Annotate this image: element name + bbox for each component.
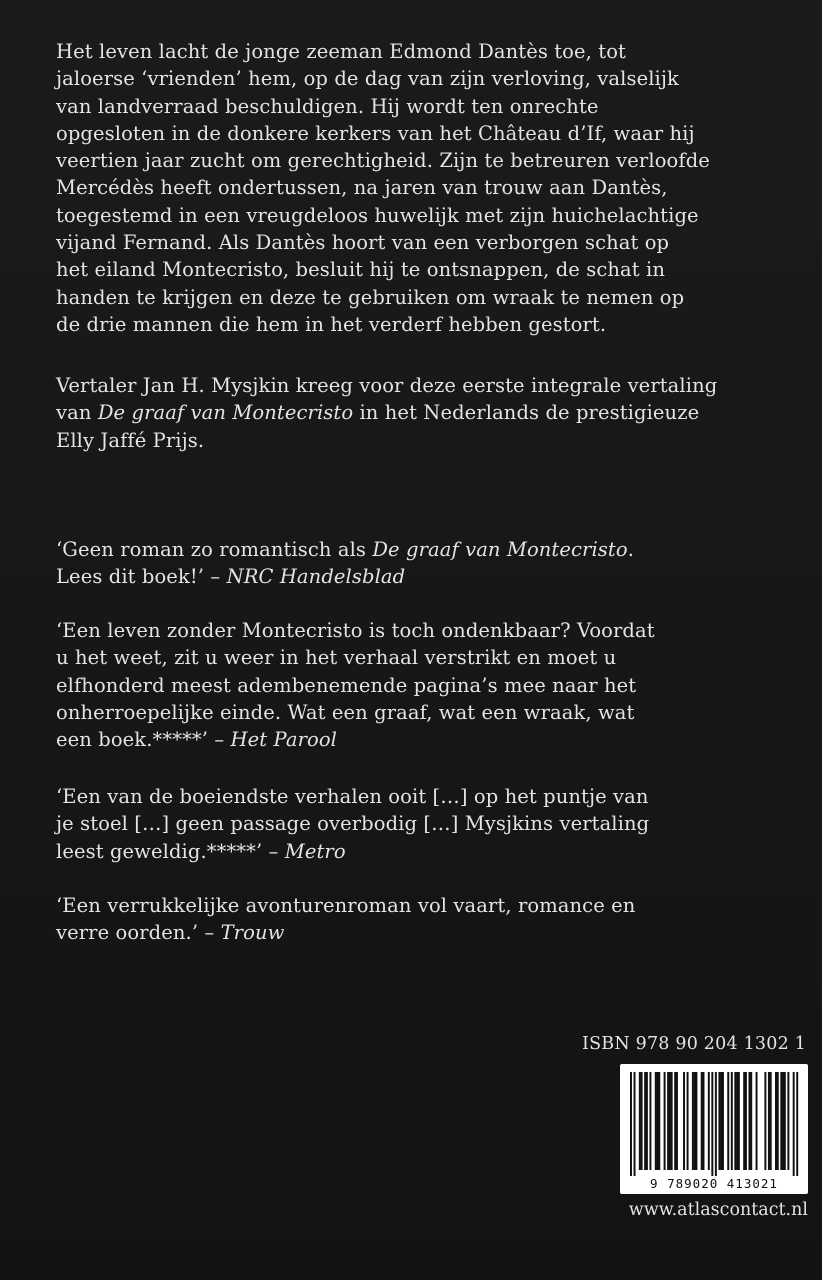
translator-line: Vertaler Jan H. Mysjkin kreeg voor deze eerste integrale vertaling [56, 374, 718, 397]
barcode-bar [694, 1072, 696, 1170]
barcode-digits: 9 789020 413021 [650, 1176, 778, 1191]
quote-source: Metro [284, 839, 346, 863]
barcode-bar [664, 1072, 666, 1170]
synopsis-line: jaloerse ‘vrienden’ hem, op de dag van zijn verloving, valselijk [56, 67, 679, 91]
synopsis-line: vijand Fernand. Als Dantès hoort van een verborgen schat op [56, 231, 670, 255]
quote-text: Lees dit boek!’ – [56, 565, 227, 589]
barcode-bar [655, 1072, 657, 1170]
barcode-bar [649, 1072, 651, 1170]
barcode-bar [667, 1072, 669, 1170]
barcode-bars [620, 1064, 808, 1194]
translator-note [56, 372, 796, 454]
synopsis-line: Mercédès heeft ondertussen, na jaren van trouw aan Dantès, [56, 176, 668, 200]
quote-text: een boek.*****’ – [56, 728, 231, 752]
barcode-bar [720, 1072, 722, 1170]
quote-line [56, 838, 796, 865]
barcode-bar [708, 1072, 710, 1170]
barcode-bar [731, 1072, 733, 1170]
quote-source: Het Parool [230, 728, 338, 752]
quote-line: u het weet, zit u weer in het verhaal verstrikt en moet u [56, 646, 617, 670]
review-quote-trouw [56, 892, 796, 947]
barcode-bar [669, 1072, 671, 1170]
quote-line [56, 919, 796, 946]
barcode-bar [734, 1072, 736, 1170]
quote-line: ‘Een verrukkelijke avonturenroman vol vaart, romance en [56, 894, 636, 917]
translator-text: van [56, 401, 98, 425]
synopsis-paragraph [56, 38, 796, 338]
quote-line: onherroepelijke einde. Wat een graaf, wat een wraak, wat [56, 700, 635, 724]
barcode-bar [683, 1072, 685, 1170]
barcode-bar [634, 1072, 636, 1176]
quote-line: ‘Een van de boeiendste verhalen ooit […] op het puntje van [56, 785, 649, 808]
barcode-bar [639, 1072, 641, 1170]
barcode-bar [750, 1072, 752, 1170]
quote-line: je stoel […] geen passage overbodig […] Mysjkins vertaling [56, 812, 650, 836]
translator-line: Elly Jaffé Prijs. [56, 428, 205, 452]
barcode-bar [695, 1072, 697, 1170]
quote-line [56, 536, 796, 563]
review-quote-metro [56, 783, 796, 865]
barcode-bar [736, 1072, 738, 1170]
quote-text: . [627, 538, 634, 561]
isbn-label: ISBN 978 90 204 1302 1 [581, 1034, 806, 1054]
quote-source: Trouw [220, 921, 285, 945]
barcode-bar [743, 1072, 745, 1170]
quote-line: ‘Een leven zonder Montecristo is toch ondenkbaar? Voordat [56, 619, 655, 642]
barcode-bar [787, 1072, 789, 1170]
barcode-bar [711, 1072, 713, 1176]
translator-text: in het Nederlands de prestigieuze [353, 401, 700, 425]
publisher-website[interactable]: www.atlascontact.nl [628, 1200, 808, 1220]
barcode-bar [764, 1072, 766, 1170]
barcode-bar [722, 1072, 724, 1170]
synopsis-line: van landverraad beschuldigen. Hij wordt ten onrechte [56, 94, 599, 118]
barcode-bar [756, 1072, 758, 1170]
review-quote-parool [56, 617, 796, 753]
quote-source: NRC Handelsblad [226, 565, 406, 589]
translator-line [56, 399, 796, 426]
quote-line: elfhonderd meest adembenemende pagina’s mee naar het [56, 673, 637, 697]
synopsis-line: het eiland Montecristo, besluit hij te ontsnappen, de schat in [56, 258, 665, 282]
quote-text: verre oorden.’ – [56, 921, 221, 945]
barcode-bar [748, 1072, 750, 1170]
barcode-bar [793, 1072, 795, 1176]
barcode-bar [658, 1072, 660, 1170]
quote-text: ‘Geen roman zo romantisch als [56, 538, 373, 561]
barcode-bar [768, 1072, 770, 1170]
barcode-bar [674, 1072, 676, 1170]
barcode-bar [738, 1072, 740, 1170]
barcode-bar [630, 1072, 632, 1176]
barcode-bar [770, 1072, 772, 1170]
barcode-bar [676, 1072, 678, 1170]
barcode-bar [796, 1072, 798, 1176]
synopsis-line: opgesloten in de donkere kerkers van het Château d’If, waar hij [56, 121, 695, 145]
barcode-bar [687, 1072, 689, 1170]
barcode-bar [780, 1072, 782, 1170]
barcode-bar [646, 1072, 648, 1170]
barcode-bar [703, 1072, 705, 1170]
barcode-bar [784, 1072, 786, 1170]
barcode-bar [644, 1072, 646, 1170]
quote-line [56, 726, 796, 753]
quote-line [56, 563, 796, 590]
barcode-bar [718, 1072, 720, 1170]
book-title: De graaf van Montecristo [97, 401, 354, 425]
book-title: De graaf van Montecristo [372, 538, 628, 561]
synopsis-line: Het leven lacht de jonge zeeman Edmond Dantès toe, tot [56, 40, 626, 63]
barcode-bar [727, 1072, 729, 1170]
barcode-bar [777, 1072, 779, 1170]
barcode [620, 1064, 808, 1194]
barcode-bar [782, 1072, 784, 1170]
barcode-bar [641, 1072, 643, 1170]
barcode-bar [775, 1072, 777, 1170]
barcode-bar [715, 1072, 717, 1176]
barcode-bar [745, 1072, 747, 1170]
barcode-bar [671, 1072, 673, 1170]
barcode-bar [657, 1072, 659, 1170]
quote-text: leest geweldig.*****’ – [56, 839, 285, 863]
review-quote-nrc [56, 536, 796, 591]
synopsis-line: handen te krijgen en deze te gebruiken om wraak te nemen op [56, 285, 685, 309]
synopsis-line: veertien jaar zucht om gerechtigheid. Zijn te betreuren verloofde [56, 149, 710, 173]
synopsis-line: de drie mannen die hem in het verderf hebben gestort. [56, 312, 607, 336]
barcode-bar [692, 1072, 694, 1170]
synopsis-line: toegestemd in een vreugdeloos huwelijk met zijn huichelachtige [56, 203, 699, 227]
barcode-bar [701, 1072, 703, 1170]
